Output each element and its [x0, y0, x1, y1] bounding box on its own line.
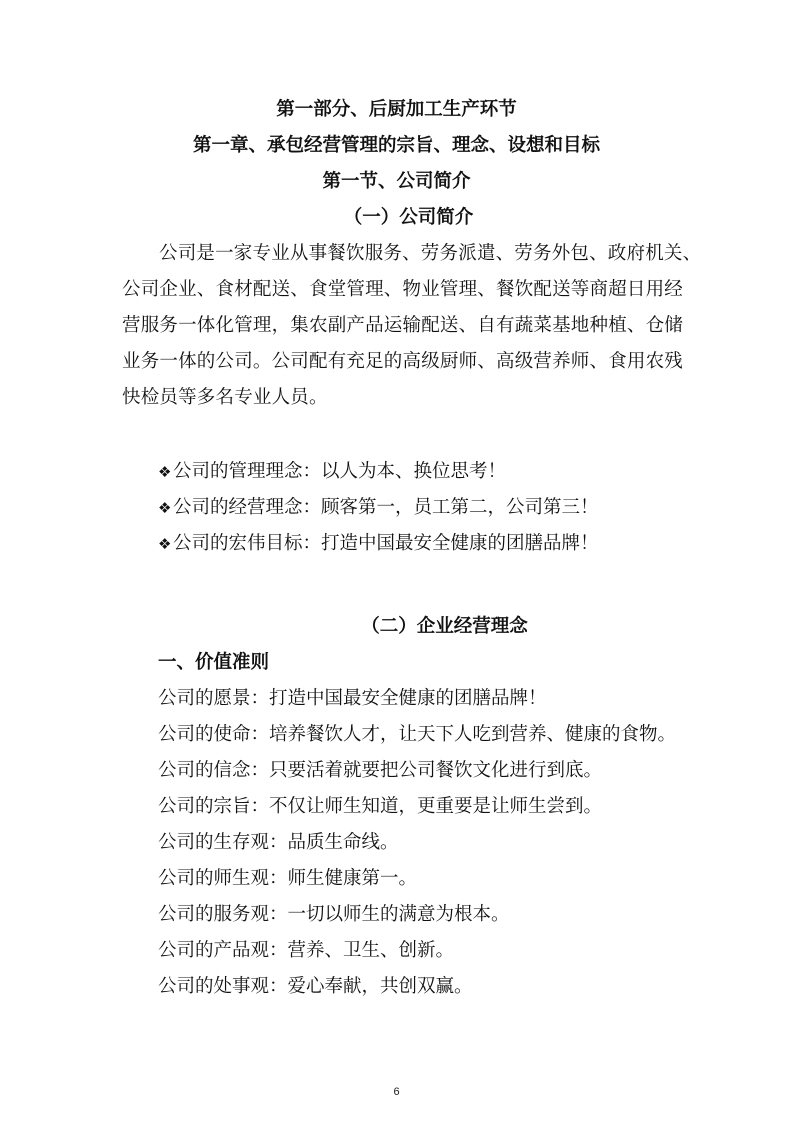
value-item: 公司的产品观：营养、卫生、创新。 — [158, 940, 455, 961]
bullet-item-management-philosophy — [158, 460, 506, 484]
value-item: 公司的师生观：师生健康第一。 — [158, 868, 418, 889]
value-item: 公司的宗旨：不仅让师生知道，更重要是让师生尝到。 — [158, 796, 603, 817]
bullet-item-grand-goal — [158, 532, 599, 556]
page-number: 6 — [393, 1086, 400, 1098]
bullet-text: 公司的宏伟目标：打造中国最安全健康的团膳品牌！ — [173, 533, 599, 554]
intro-paragraph-line: 营服务一体化管理，集农副产品运输配送、自有蔬菜基地种植、仓储 — [122, 315, 684, 336]
intro-paragraph-line: 公司是一家专业从事餐饮服务、劳务派遣、劳务外包、政府机关、 — [159, 243, 702, 264]
diamond-bullet-icon: ❖ — [158, 535, 172, 553]
bullet-text: 公司的经营理念：顾客第一，员工第二，公司第三！ — [173, 497, 599, 518]
value-item: 公司的生存观：品质生命线。 — [158, 832, 399, 853]
part-title: 第一部分、后厨加工生产环节 — [276, 99, 517, 120]
value-item: 公司的服务观：一切以师生的满意为根本。 — [158, 904, 510, 925]
subsection-title-business-philosophy: （二）企业经营理念 — [361, 616, 528, 637]
diamond-bullet-icon: ❖ — [158, 499, 172, 517]
diamond-bullet-icon: ❖ — [158, 463, 172, 481]
chapter-title: 第一章、承包经营管理的宗旨、理念、设想和目标 — [192, 135, 600, 156]
value-item: 公司的愿景：打造中国最安全健康的团膳品牌！ — [158, 688, 547, 709]
section-title: 第一节、公司简介 — [322, 171, 471, 192]
value-item: 公司的处事观：爱心奉献，共创双赢。 — [158, 976, 473, 997]
subsection-title-company-intro: （一）公司简介 — [343, 207, 474, 228]
intro-paragraph-line: 快检员等多名专业人员。 — [122, 387, 328, 408]
intro-paragraph-line: 公司企业、食材配送、食堂管理、物业管理、餐饮配送等商超日用经 — [122, 279, 684, 300]
bullet-text: 公司的管理理念：以人为本、换位思考！ — [173, 461, 507, 482]
value-principles-heading: 一、价值准则 — [158, 652, 270, 673]
bullet-item-business-philosophy — [158, 496, 599, 520]
value-item: 公司的信念：只要活着就要把公司餐饮文化进行到底。 — [158, 760, 603, 781]
value-item: 公司的使命：培养餐饮人才，让天下人吃到营养、健康的食物。 — [158, 724, 677, 745]
intro-paragraph-line: 业务一体的公司。公司配有充足的高级厨师、高级营养师、食用农残 — [122, 351, 684, 372]
